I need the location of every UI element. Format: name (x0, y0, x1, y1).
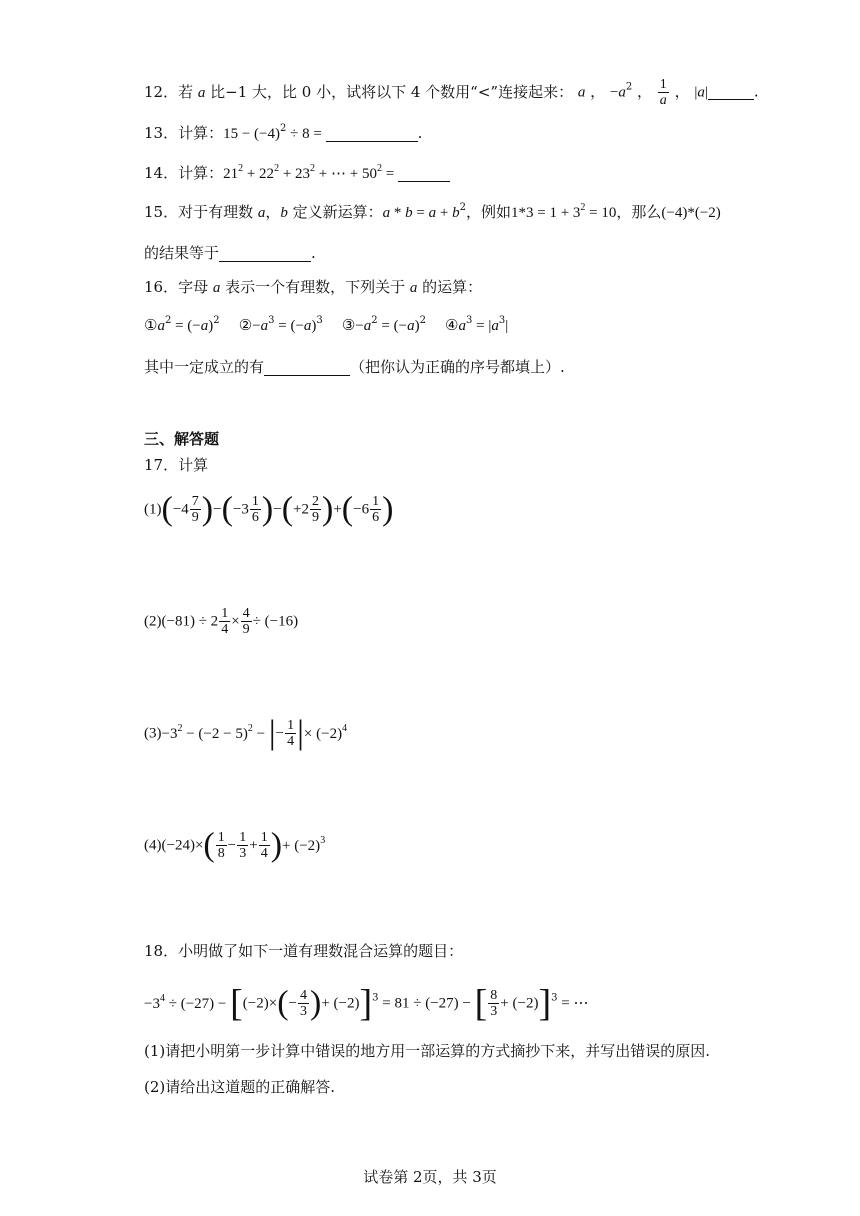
question-15-line2: 的结果等于 . (144, 244, 316, 262)
question-13: 13．计算：$15 - (-4)^2 \div 8$ = . (144, 123, 423, 142)
question-17-title: 17．计算 (144, 456, 209, 474)
question-18: 18．小明做了如下一道有理数混合运算的题目： (144, 942, 464, 960)
question-14: 14．计算：$21^2 + 22^2 + 23^2$ + ⋯ + $50^2$ = (144, 162, 450, 185)
question-17-part2: (2)(−81) ÷ 2 $\frac{1}{4}$ × $\frac{4}{9}$ ÷ (−16) (144, 606, 299, 637)
question-15: 15．对于有理数 a，b 定义新运算：$a * b = a + b^2$，例如$1*3 = 1 + 3^2 = 10$，那么(−4)*(−2) (144, 202, 721, 221)
question-16-tail: 其中一定成立的有 （把你认为正确的序号都填上）. (144, 358, 565, 376)
question-17-part4: (4)(−24)×( $\frac{1}{8}$ − $\frac{1}{3}$ + $\frac{1}{4}$ )+ $(-2)^3$ (144, 826, 326, 864)
question-16: 16．字母 a 表示一个有理数，下列关于 a 的运算： (144, 278, 483, 296)
question-18-expression: $-3^4 \div (-27) - [(-2)\times(-$ $\frac{4}{3}$ )+ (−2)]$^3$ = 81 ÷ (−27) − [ $\frac{8}{3}$ + (−2)]$^3$ = ⋯ (144, 982, 589, 1025)
question-16-options: $①a^2 = (-a)^2$ $②-a^3 = (-a)^3$ $③-a^2 = (-a)^2$ $④a^3 = |a^3|$ (144, 315, 509, 334)
question-17-part3: $(3)-3^2 - (-2 - 5)^2$ − |− $\frac{1}{4}$ |× $(-2)^4$ (144, 714, 348, 752)
question-18-sub2: (2)请给出这道题的正确解答. (144, 1078, 336, 1096)
question-12: 12．若 a 比−1 大，比 0 小，试将以下 4 个数用“<”连接起来： a ， $-a^2$ ， $\frac{1}{a}$ ， |a| . (144, 77, 759, 108)
section-title: 三、解答题 (144, 430, 220, 448)
question-18-sub1: (1)请把小明第一步计算中错误的地方用一部运算的方式摘抄下来，并写出错误的原因. (144, 1042, 711, 1060)
page-footer: 试卷第 2页，共 3页 (363, 1168, 497, 1186)
question-17-part1: (1)(−4 $\frac{7}{9}$ )−(−3 $\frac{1}{6}$ )−(+2 $\frac{2}{9}$ )+(−6 $\frac{1}{6}$ ) (144, 490, 394, 528)
